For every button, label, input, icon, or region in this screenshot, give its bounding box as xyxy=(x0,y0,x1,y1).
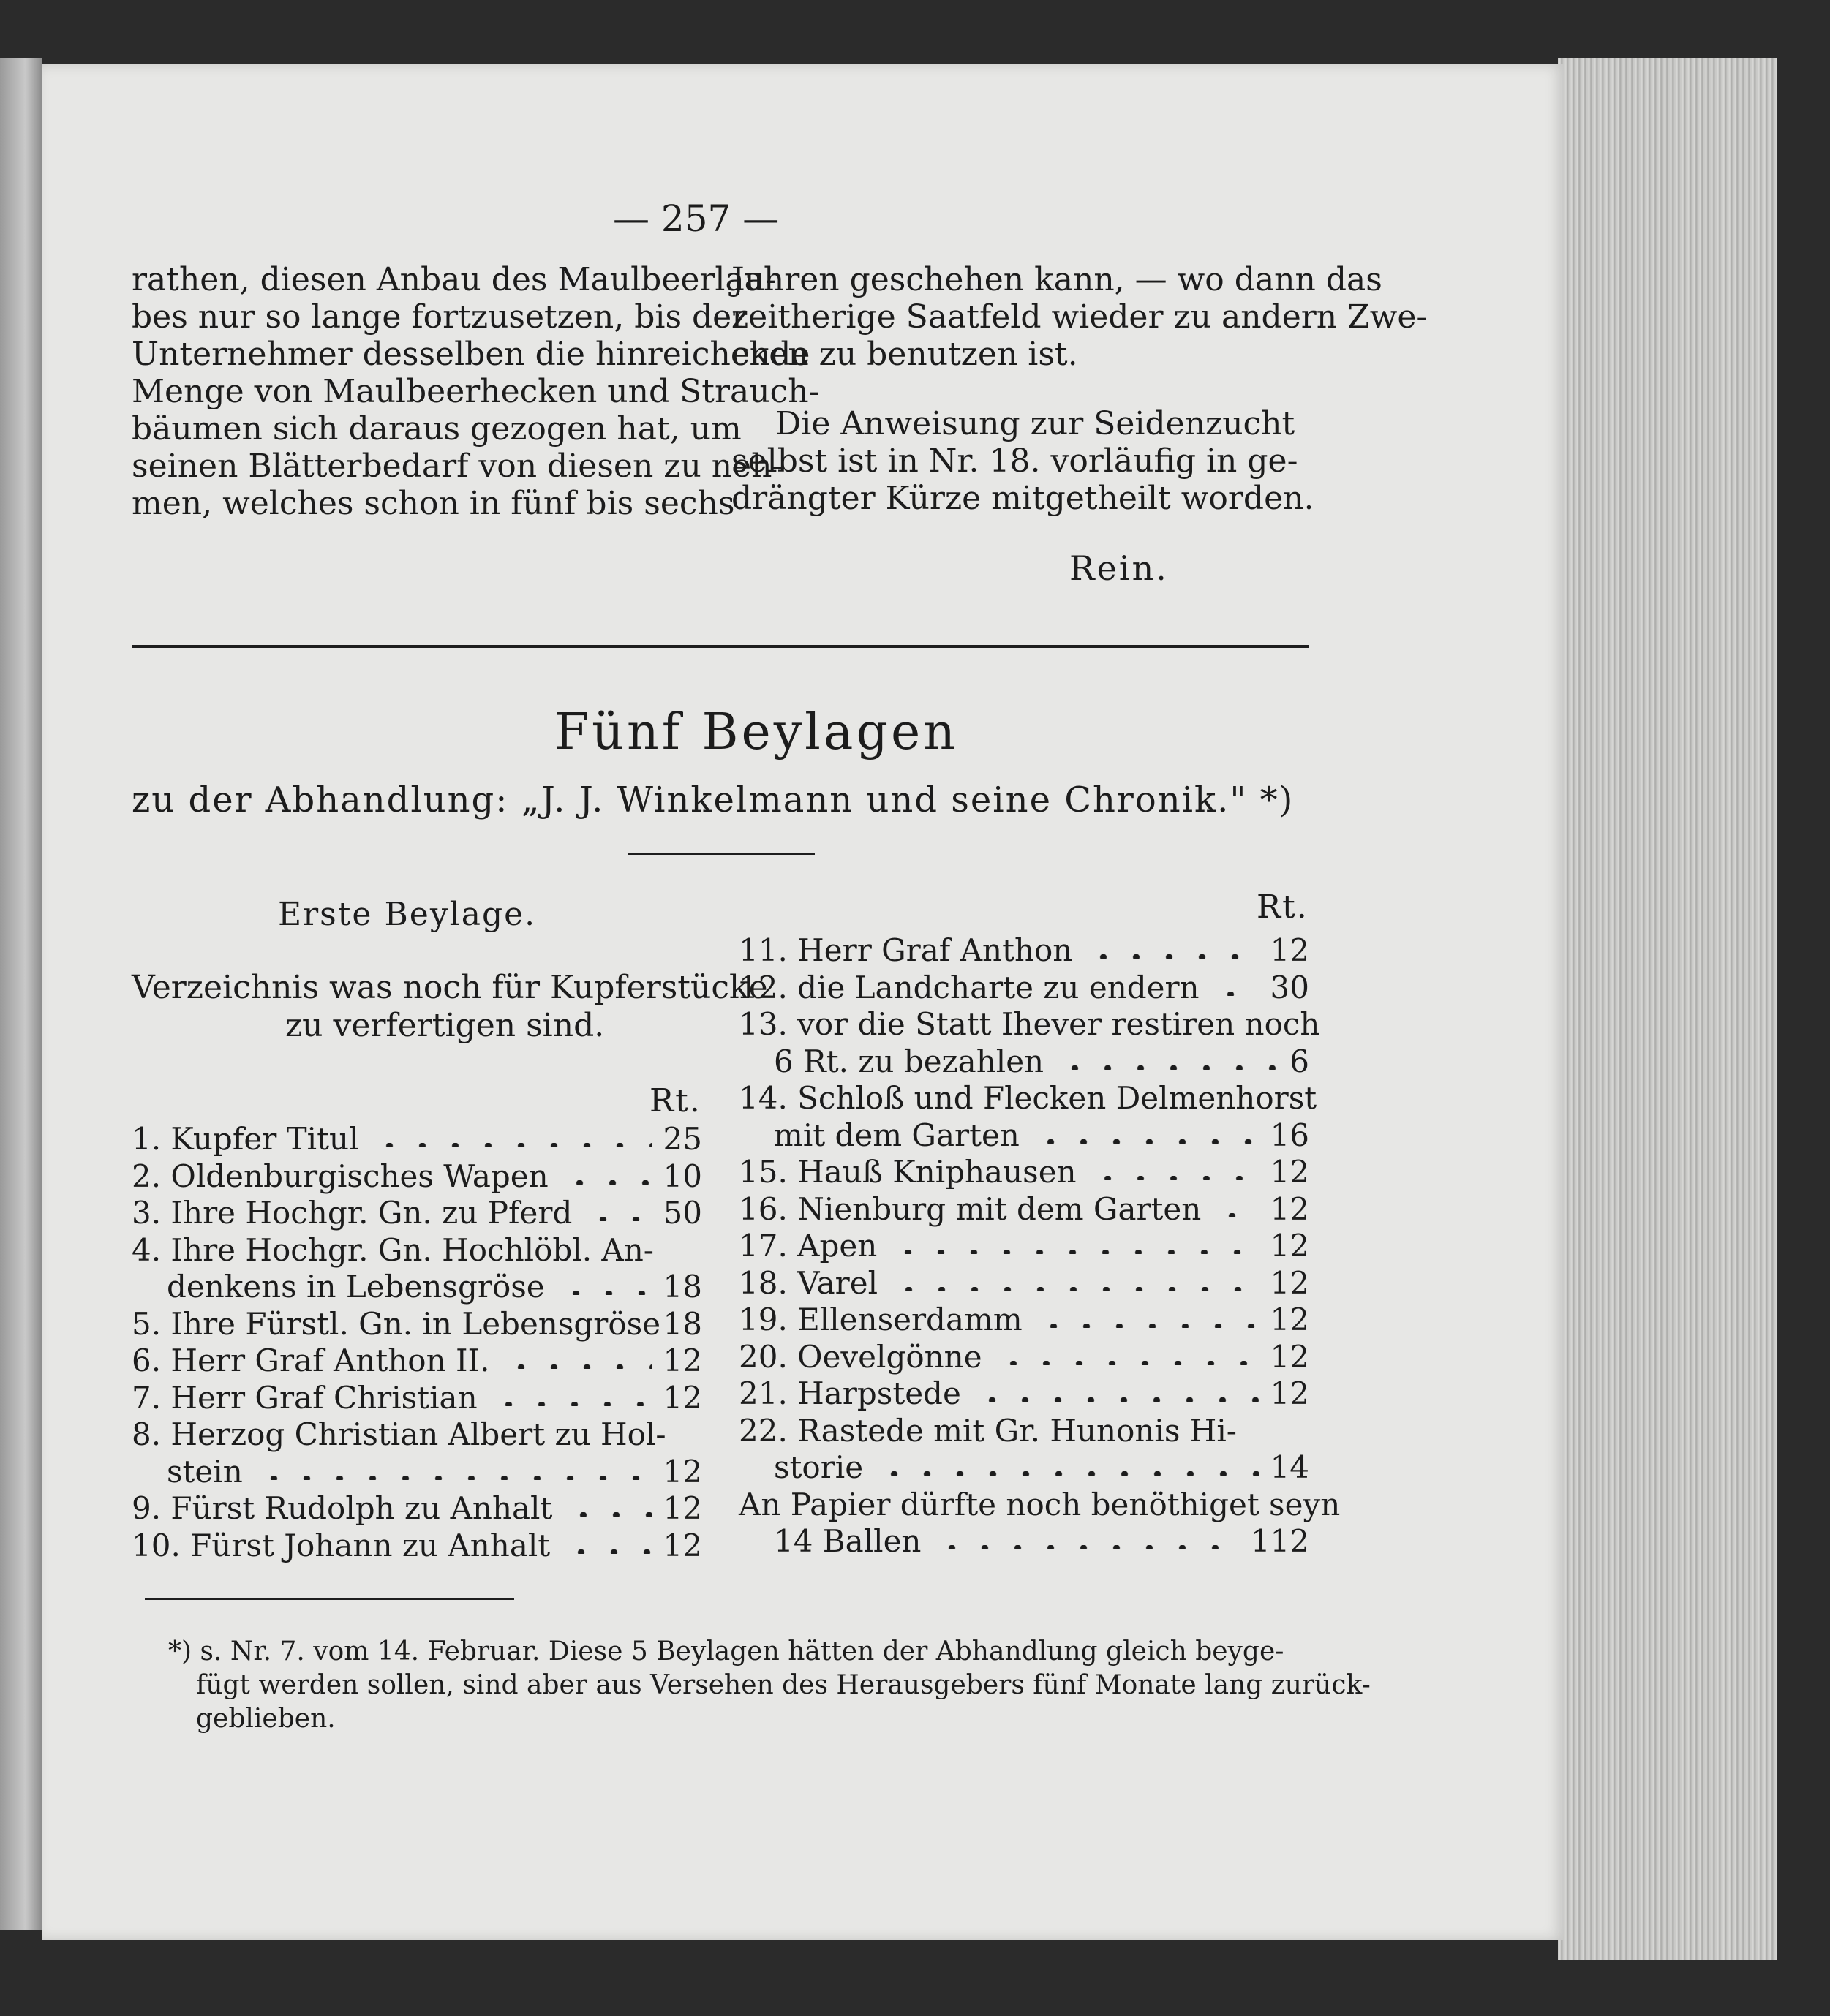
subheading: zu der Abhandlung: „J. J. Winkelmann und seine Chronik." *) xyxy=(132,779,1295,820)
text-line: zeitherige Saatfeld wieder zu andern Zwe- xyxy=(731,298,1428,336)
text-line: selbst ist in Nr. 18. vorläufig in ge- xyxy=(731,442,1298,480)
leader-dots xyxy=(587,1217,651,1221)
item-label: 10. Fürst Johann zu Anhalt xyxy=(132,1527,551,1563)
leader-dots xyxy=(1087,954,1258,959)
item-label: 8. Herzog Christian Albert zu Hol- xyxy=(132,1416,666,1452)
item-amount: 50 xyxy=(663,1195,702,1231)
leader-dots xyxy=(976,1397,1259,1402)
item-amount: 12 xyxy=(663,1453,702,1490)
short-rule xyxy=(628,853,815,855)
item-amount: 12 xyxy=(1270,1264,1309,1301)
list-item xyxy=(739,1302,1309,1338)
text-line: bäumen sich daraus gezogen hat, um xyxy=(132,410,742,448)
list-item xyxy=(132,1121,702,1158)
item-label: 13. vor die Statt Ihever restiren noch xyxy=(739,1006,1320,1042)
leader-dots xyxy=(565,1549,651,1554)
leader-dots xyxy=(1034,1139,1259,1144)
list-item xyxy=(739,1486,1341,1523)
currency-header-right: Rt. xyxy=(1257,888,1309,926)
item-amount: 25 xyxy=(663,1121,702,1157)
list-item xyxy=(132,1528,702,1564)
text-line: drängter Kürze mitgetheilt worden. xyxy=(731,480,1314,517)
item-label: mit dem Garten xyxy=(774,1117,1020,1153)
main-heading: Fünf Beylagen xyxy=(554,703,959,761)
item-label: 15. Hauß Kniphausen xyxy=(739,1154,1077,1190)
list-item xyxy=(739,1523,1309,1560)
list-item xyxy=(739,932,1309,969)
item-amount: 12 xyxy=(1270,1190,1309,1227)
section-title: Erste Beylage. xyxy=(278,896,537,933)
item-label: stein xyxy=(167,1453,243,1490)
footnote-line: fügt werden sollen, sind aber aus Versehen des Herausgebers fünf Monate lang zurück- xyxy=(196,1670,1371,1700)
footnote-line: geblieben. xyxy=(196,1704,336,1734)
list-item xyxy=(739,1339,1309,1375)
item-amount: 12 xyxy=(1270,932,1309,968)
text-line: Menge von Maulbeerhecken und Strauch- xyxy=(132,373,820,410)
leader-dots xyxy=(492,1402,652,1406)
item-label: 14. Schloß und Flecken Delmenhorst xyxy=(739,1080,1317,1116)
item-label: 3. Ihre Hochgr. Gn. zu Pferd xyxy=(132,1195,573,1231)
item-label: 19. Ellenserdamm xyxy=(739,1302,1023,1337)
item-label: 20. Oevelgönne xyxy=(739,1338,982,1375)
list-item xyxy=(739,970,1309,1006)
leader-dots xyxy=(1037,1324,1259,1328)
list-item xyxy=(132,1380,702,1416)
item-amount: 12 xyxy=(663,1379,702,1416)
text-line: Unternehmer desselben die hinreichende xyxy=(132,336,810,373)
leader-dots xyxy=(567,1512,651,1517)
item-label: 1. Kupfer Titul xyxy=(132,1121,359,1157)
item-amount: 18 xyxy=(663,1305,702,1342)
item-label: 5. Ihre Fürstl. Gn. in Lebensgröse xyxy=(132,1305,661,1342)
item-amount: 12 xyxy=(1270,1228,1309,1264)
list-intro-line2: zu verfertigen sind. xyxy=(285,1007,605,1044)
page-number: — 257 — xyxy=(613,197,780,240)
item-amount: 10 xyxy=(663,1158,702,1194)
list-item xyxy=(739,1375,1309,1412)
section-rule xyxy=(132,645,1309,648)
text-line: seinen Blätterbedarf von diesen zu neh- xyxy=(132,448,783,485)
item-label: 16. Nienburg mit dem Garten xyxy=(739,1190,1202,1227)
item-label: 14 Ballen xyxy=(774,1523,922,1559)
leader-dots xyxy=(563,1180,652,1185)
leader-dots xyxy=(373,1143,651,1147)
item-label: 7. Herr Graf Christian xyxy=(132,1379,478,1416)
list-item xyxy=(132,1158,702,1195)
list-item xyxy=(132,1490,702,1527)
list-item xyxy=(132,1454,702,1490)
list-item xyxy=(739,1043,1309,1080)
item-label: denkens in Lebensgröse xyxy=(167,1269,545,1305)
item-amount: 12 xyxy=(1270,1338,1309,1375)
item-amount: 30 xyxy=(1270,969,1309,1005)
item-label: 18. Varel xyxy=(739,1264,878,1301)
leader-dots xyxy=(1091,1176,1259,1180)
item-amount: 12 xyxy=(663,1527,702,1563)
leader-dots xyxy=(935,1545,1238,1549)
item-amount: 12 xyxy=(1270,1375,1309,1411)
item-amount: 12 xyxy=(663,1490,702,1526)
list-item xyxy=(132,1416,702,1453)
leader-dots xyxy=(1216,1213,1258,1217)
list-item xyxy=(132,1343,702,1379)
list-item xyxy=(739,1117,1309,1154)
list-item xyxy=(739,1191,1309,1228)
list-item xyxy=(132,1269,702,1305)
list-item xyxy=(132,1306,702,1343)
list-item xyxy=(132,1232,702,1269)
item-label: 11. Herr Graf Anthon xyxy=(739,932,1073,968)
leader-dots xyxy=(997,1361,1259,1365)
leader-dots xyxy=(892,1287,1259,1291)
item-label: 6 Rt. zu bezahlen xyxy=(774,1043,1044,1079)
item-label: 4. Ihre Hochgr. Gn. Hochlöbl. An- xyxy=(132,1231,654,1268)
list-item xyxy=(739,1006,1320,1043)
list-item xyxy=(739,1228,1309,1264)
item-amount: 12 xyxy=(1270,1154,1309,1190)
item-label: 22. Rastede mit Gr. Hunonis Hi- xyxy=(739,1412,1238,1449)
item-label: An Papier dürfte noch benöthiget seyn xyxy=(739,1486,1341,1522)
book-page-edges xyxy=(1558,58,1777,1960)
item-amount: 12 xyxy=(663,1343,702,1378)
leader-dots xyxy=(1214,992,1259,996)
footnote-rule xyxy=(145,1598,514,1600)
text-line: rathen, diesen Anbau des Maulbeerlau- xyxy=(132,261,776,298)
item-label: 2. Oldenburgisches Wapen xyxy=(132,1158,549,1194)
leader-dots xyxy=(257,1476,652,1480)
list-item xyxy=(132,1195,702,1231)
currency-header-left: Rt. xyxy=(649,1082,701,1120)
list-item xyxy=(739,1080,1317,1117)
item-label: 12. die Landcharte zu endern xyxy=(739,969,1200,1005)
leader-dots xyxy=(560,1291,652,1295)
item-amount: 112 xyxy=(1250,1523,1309,1559)
text-line: Die Anweisung zur Seidenzucht xyxy=(775,405,1295,442)
leader-dots xyxy=(1058,1065,1278,1070)
leader-dots xyxy=(878,1471,1258,1476)
text-line: Jahren geschehen kann, — wo dann das xyxy=(731,261,1382,298)
list-item xyxy=(739,1265,1309,1302)
item-amount: 16 xyxy=(1270,1117,1309,1153)
footnote-line: *) s. Nr. 7. vom 14. Februar. Diese 5 Beylagen hätten der Abhandlung gleich beyge- xyxy=(168,1636,1284,1666)
item-label: 17. Apen xyxy=(739,1228,878,1264)
list-intro-line1: Verzeichnis was noch für Kupferstücke xyxy=(132,969,768,1006)
item-label: 6. Herr Graf Anthon II. xyxy=(132,1343,490,1378)
list-item xyxy=(739,1413,1309,1449)
list-item xyxy=(739,1154,1309,1190)
item-label: 21. Harpstede xyxy=(739,1375,961,1411)
leader-dots xyxy=(505,1364,652,1369)
text-line: bes nur so lange fortzusetzen, bis der xyxy=(132,298,748,336)
item-label: 9. Fürst Rudolph zu Anhalt xyxy=(132,1490,553,1526)
item-amount: 14 xyxy=(1270,1449,1309,1485)
text-line: men, welches schon in fünf bis sechs xyxy=(132,485,735,522)
item-amount: 12 xyxy=(1270,1302,1309,1337)
list-item xyxy=(739,1449,1309,1486)
item-amount: 18 xyxy=(663,1269,702,1305)
leader-dots xyxy=(892,1250,1258,1254)
item-label: storie xyxy=(774,1449,864,1485)
signature: Rein. xyxy=(1069,548,1169,588)
facing-page-edge xyxy=(0,58,42,1930)
text-line: cken zu benutzen ist. xyxy=(731,336,1078,373)
item-amount: 6 xyxy=(1289,1043,1309,1079)
